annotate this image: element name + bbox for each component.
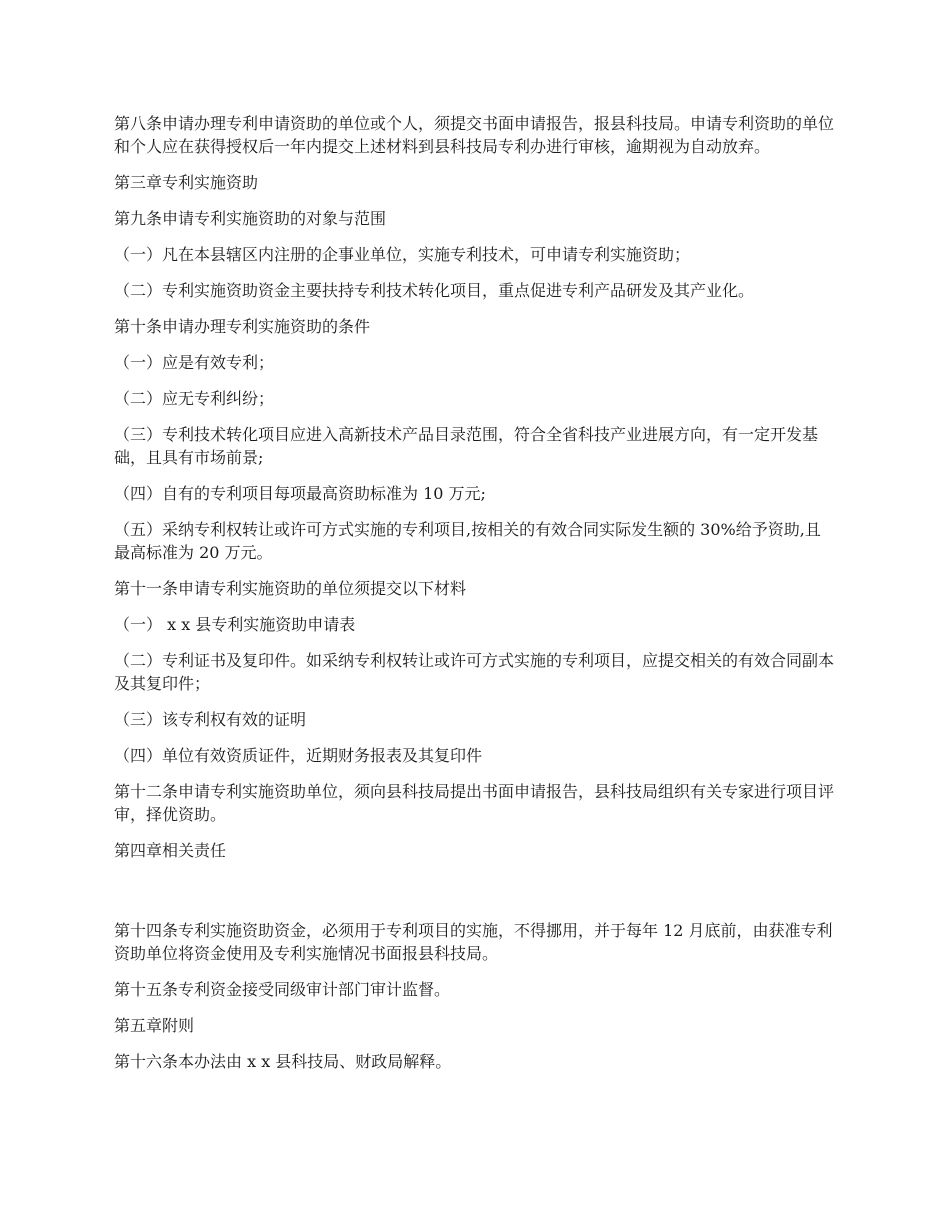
article-12-paragraph: 第十二条申请专利实施资助单位，须向县科技局提出书面申请报告，县科技局组织有关专家进行项目评审，择优资助。 — [114, 782, 835, 824]
article-8-paragraph: 第八条申请办理专利申请资助的单位或个人，须提交书面申请报告，报县科技局。申请专利资助的单位和个人应在获得授权后一年内提交上述材料到县科技局专利办进行审核，逾期视为自动放弃。 — [114, 114, 835, 156]
article-9-item-1: （一）凡在本县辖区内注册的企事业单位，实施专利技术，可申请专利实施资助； — [114, 245, 691, 264]
chapter-5-heading: 第五章附则 — [114, 1016, 195, 1035]
article-11-item-2: （二）专利证书及复印件。如采纳专利权转让或许可方式实施的专利项目，应提交相关的有效合同副本及其复印件； — [114, 651, 835, 693]
article-16-paragraph: 第十六条本办法由 x x 县科技局、财政局解释。 — [114, 1052, 452, 1071]
article-11-item-1: （一） x x 县专利实施资助申请表 — [114, 615, 356, 634]
chapter-3-heading: 第三章专利实施资助 — [114, 173, 259, 192]
article-11-item-4: （四）单位有效资质证件，近期财务报表及其复印件 — [114, 746, 483, 765]
article-10-item-5: （五）采纳专利权转让或许可方式实施的专利项目,按相关的有效合同实际发生额的 30%给予资助,且最高标准为 20 万元。 — [114, 520, 821, 562]
document-body — [114, 112, 836, 1086]
article-10-item-2: （二）应无专利纠纷； — [114, 389, 275, 408]
chapter-4-heading: 第四章相关责任 — [114, 841, 227, 860]
article-9-item-2: （二）专利实施资助资金主要扶持专利技术转化项目，重点促进专利产品研发及其产业化。 — [114, 281, 755, 300]
article-10-heading: 第十条申请办理专利实施资助的条件 — [114, 317, 371, 336]
article-10-item-4: （四）自有的专利项目每项最高资助标准为 10 万元; — [114, 484, 486, 503]
article-10-item-1: （一）应是有效专利； — [114, 353, 275, 372]
article-11-item-3: （三）该专利权有效的证明 — [114, 710, 307, 729]
article-15-paragraph: 第十五条专利资金接受同级审计部门审计监督。 — [114, 980, 451, 999]
blank-gap — [114, 875, 836, 919]
article-11-heading: 第十一条申请专利实施资助的单位须提交以下材料 — [114, 579, 467, 598]
article-10-item-3: （三）专利技术转化项目应进入高新技术产品目录范围，符合全省科技产业进展方向，有一定开发基础，且具有市场前景; — [114, 425, 819, 467]
article-14-paragraph: 第十四条专利实施资助资金，必须用于专利项目的实施，不得挪用，并于每年 12 月底前，由获准专利资助单位将资金使用及专利实施情况书面报县科技局。 — [114, 921, 833, 963]
article-9-heading: 第九条申请专利实施资助的对象与范围 — [114, 209, 387, 228]
